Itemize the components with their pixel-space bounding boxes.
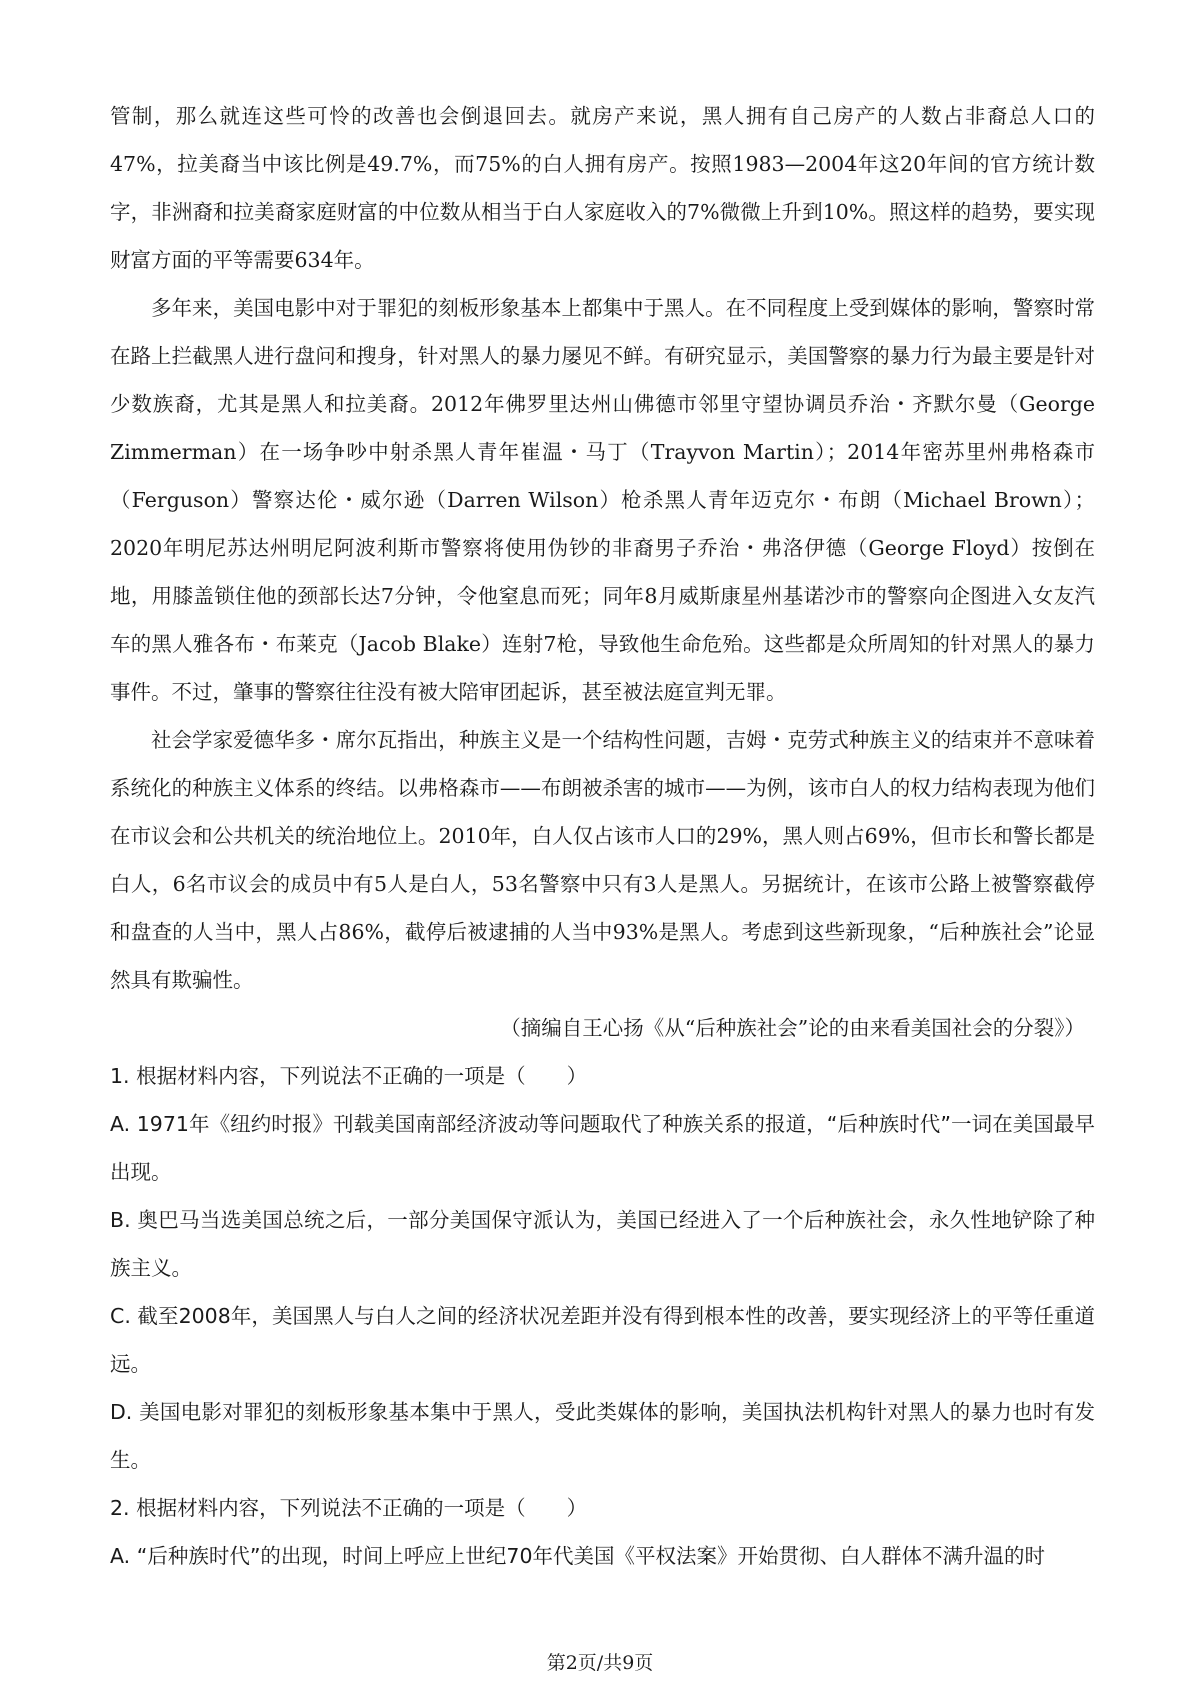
passage-source: （摘编自王心扬《从“后种族社会”论的由来看美国社会的分裂》） — [500, 1016, 1085, 1040]
document-page — [110, 92, 1095, 1580]
page-number: 第2页/共9页 — [546, 1652, 654, 1674]
passage-paragraph-3: 社会学家爱德华多・席尔瓦指出，种族主义是一个结构性问题，吉姆・克劳式种族主义的结束并不意味着系统化的种族主义体系的终结。以弗格森市——布朗被杀害的城市——为例，该市白人的权力结构表现为他们在市议会和公共机关的统治地位上。2010年，白人仅占该市人口的29%，黑人则占69%，但市长和警长都是白人，6名市议会的成员中有5人是白人，53名警察中只有3人是黑人。另据统计，在该市公路上被警察截停和盘查的人当中，黑人占86%，截停后被逮捕的人当中93%是黑人。考虑到这些新现象，“后种族社会”论显然具有欺骗性。 — [110, 728, 1095, 992]
question-1-stem: 1. 根据材料内容，下列说法不正确的一项是（ ） — [110, 1064, 588, 1088]
question-2-option-a: A. “后种族时代”的出现，时间上呼应上世纪70年代美国《平权法案》开始贯彻、白人群体不满升温的时 — [110, 1544, 1046, 1568]
question-1-option-b: B. 奥巴马当选美国总统之后，一部分美国保守派认为，美国已经进入了一个后种族社会，永久性地铲除了种族主义。 — [110, 1208, 1095, 1280]
passage-paragraph-1: 管制，那么就连这些可怜的改善也会倒退回去。就房产来说，黑人拥有自己房产的人数占非裔总人口的47%，拉美裔当中该比例是49.7%，而75%的白人拥有房产。按照1983—2004年这20年间的官方统计数字，非洲裔和拉美裔家庭财富的中位数从相当于白人家庭收入的7%微微上升到10%。照这样的趋势，要实现财富方面的平等需要634年。 — [110, 104, 1095, 272]
passage-paragraph-2: 多年来，美国电影中对于罪犯的刻板形象基本上都集中于黑人。在不同程度上受到媒体的影响，警察时常在路上拦截黑人进行盘问和搜身，针对黑人的暴力屡见不鲜。有研究显示，美国警察的暴力行为最主要是针对少数族裔，尤其是黑人和拉美裔。2012年佛罗里达州山佛德市邻里守望协调员乔治・齐默尔曼（George Zimmerman）在一场争吵中射杀黑人青年崔温・马丁（Trayvon Martin）；2014年密苏里州弗格森市（Ferguson）警察达伦・威尔逊（Darren Wilson）枪杀黑人青年迈克尔・布朗（Michael Brown）；2020年明尼苏达州明尼阿波利斯市警察将使用伪钞的非裔男子乔治・弗洛伊德（George Floyd）按倒在地，用膝盖锁住他的颈部长达7分钟，令他窒息而死；同年8月威斯康星州基诺沙市的警察向企图进入女友汽车的黑人雅各布・布莱克（Jacob Blake）连射7枪，导致他生命危殆。这些都是众所周知的针对黑人的暴力事件。不过，肇事的警察往往没有被大陪审团起诉，甚至被法庭宣判无罪。 — [110, 296, 1095, 704]
question-1-option-a: A. 1971年《纽约时报》刊载美国南部经济波动等问题取代了种族关系的报道，“后种族时代”一词在美国最早出现。 — [110, 1112, 1095, 1184]
question-1-option-c: C. 截至2008年，美国黑人与白人之间的经济状况差距并没有得到根本性的改善，要实现经济上的平等任重道远。 — [110, 1304, 1095, 1376]
question-2-stem: 2. 根据材料内容，下列说法不正确的一项是（ ） — [110, 1496, 588, 1520]
question-1-option-d: D. 美国电影对罪犯的刻板形象基本集中于黑人，受此类媒体的影响，美国执法机构针对黑人的暴力也时有发生。 — [110, 1400, 1095, 1472]
